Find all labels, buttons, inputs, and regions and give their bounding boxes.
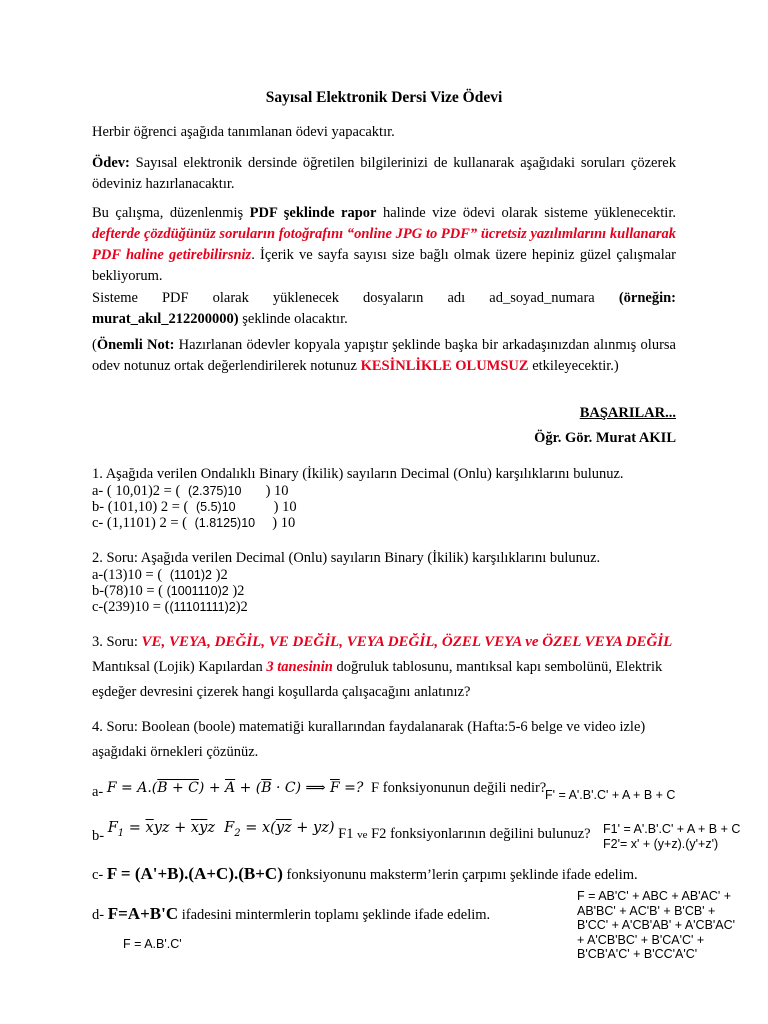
- q4c-expression: F = (A'+B).(A+C).(B+C): [106, 864, 283, 883]
- note-paragraph: [92, 335, 676, 377]
- note-text-2: etkileyecektir.): [528, 358, 619, 374]
- basarilar-text: BAŞARILAR...: [579, 405, 676, 421]
- odev-text: Sayısal elektronik dersinde öğretilen bilgilerinizi de kullanarak aşağıdaki soruları çözerek ödeviniz hazırlanacaktır.: [92, 155, 676, 192]
- q2-item-b: [92, 583, 244, 600]
- odev-paragraph: [92, 153, 676, 195]
- q1-b-prefix: b- (101,10) 2 = (: [92, 499, 189, 515]
- q1-c-prefix: c- (1,1101) 2 = (: [92, 515, 188, 531]
- q1-item-b: [92, 499, 297, 516]
- q4b-ve: ve: [357, 829, 368, 841]
- q4-question: 4. Soru: Boolean (boole) matematiği kurallarından faydalanarak (Hafta:5-6 belge ve video izle) aşağıdaki örnekleri çözünüz.: [92, 719, 646, 760]
- naming-paragraph: [92, 288, 676, 330]
- note-text-1: Hazırlanan ödevler kopyala yapıştır şeklinde başka bir arkadaşınızdan alınmış olursa odev notunuz ortak değerlendirilerek notunuz: [92, 337, 676, 374]
- q4b-formula: $F_1 = \overline{x}yz + \overline{x}\overline{y}z$ $F_2 = x(\overline{y}\overline{z} + yz)$: [107, 820, 335, 839]
- q1-b-suffix: ) 10: [273, 499, 297, 515]
- q1-question: 1. Aşağıda verilen Ondalıklı Binary (İkilik) sayıların Decimal (Onlu) karşılıklarını bulunuz.: [92, 466, 624, 482]
- q2-item-c: [92, 599, 248, 616]
- q1-c-suffix: ) 10: [272, 515, 296, 531]
- q3-text-2: doğruluk tablosunu, mantıksal kapı sembolünü, Elektrik eşdeğer devresini çizerek hangi koşullarda çalışacağını anlatınız?: [92, 659, 663, 700]
- note-open: (: [92, 337, 97, 353]
- q2-c-prefix: c-(239)10 = (: [92, 599, 170, 615]
- q3-text-1: Mantıksal (Lojik) Kapılardan: [92, 659, 267, 675]
- pdf-text-3: . İçerik ve sayfa sayısı size bağlı olmak üzere hepiniz güzel çalışmalar bekliyorum.: [92, 247, 676, 284]
- q4b-f2: F2: [371, 826, 387, 842]
- q1-c-answer: (1.8125)10: [194, 516, 256, 530]
- q4b-label: b-: [92, 828, 105, 844]
- q3-paragraph: [92, 630, 676, 705]
- q4a-formula: $F = A.(B + C) + \overline{A} + (\overline{B} \cdot C)$ ⟹ $\overline{F}$ =?: [106, 780, 364, 796]
- q2-a-suffix: )2: [215, 567, 228, 583]
- q4d-answer-line: B'CC' + A'CB'AB' + A'CB'AC': [577, 918, 736, 933]
- pdf-text-2: halinde vize ödevi olarak sisteme yüklenecektir.: [376, 205, 676, 221]
- q4c-row: [92, 864, 638, 884]
- q1-a-suffix: ) 10: [265, 483, 289, 499]
- q4d-answer-line: F = AB'C' + ABC + AB'AC' +: [577, 889, 732, 903]
- note-label: Önemli Not:: [96, 337, 175, 353]
- q4b-row: [92, 820, 591, 845]
- odev-label: Ödev:: [92, 155, 130, 171]
- naming-text-2: şeklinde olacaktır.: [238, 311, 348, 327]
- q4d-answer-right: [577, 889, 735, 962]
- q4d-label: d-: [92, 907, 108, 923]
- q4d-answer-left: F = A.B'.C': [123, 937, 182, 951]
- q1-a-prefix: a- ( 10,01)2 = (: [92, 483, 181, 499]
- q2-c-answer: (11101111)2: [169, 600, 236, 614]
- q2-a-prefix: a-(13)10 = (: [92, 567, 163, 583]
- q3-prefix: 3. Soru:: [92, 634, 142, 650]
- naming-text-1: Sisteme PDF olarak yüklenecek dosyaların adı ad_soyad_numara: [92, 290, 619, 306]
- q4d-answer-line: + A'CB'BC' + B'CA'C' +: [577, 932, 705, 947]
- q4d-expression: F=A+B'C: [107, 904, 179, 923]
- q4b-answer-1: F1' = A'.B'.C' + A + B + C: [603, 822, 741, 836]
- q2-item-a: [92, 567, 228, 584]
- q2-b-suffix: )2: [232, 583, 245, 599]
- q1-item-c: [92, 515, 295, 532]
- q4a-row: [92, 780, 546, 801]
- q2-c-suffix: )2: [235, 599, 248, 615]
- pdf-red-instruction: defterde çözdüğünüz soruların fotoğrafını “online JPG to PDF” ücretsiz yazılımlarını kullanarak PDF haline getirebilirsniz: [92, 226, 676, 263]
- q4d-row: [92, 904, 490, 924]
- q1-a-answer: (2.375)10: [187, 484, 242, 498]
- q1-b-answer: (5.5)10: [196, 500, 236, 514]
- q4a-label: a-: [92, 784, 104, 800]
- pdf-text-1: Bu çalışma, düzenlenmiş: [92, 205, 250, 221]
- q4b-answer-2: F2'= x' + (y+z).(y'+z'): [603, 837, 719, 851]
- q4d-answer-line: AB'BC' + AC'B' + B'CB' +: [577, 903, 716, 918]
- q4c-text: fonksiyonunu maksterm’lerin çarpımı şeklinde ifade edelim.: [282, 867, 638, 883]
- q4d-answer-line: B'CB'A'C' + B'CC'A'C': [577, 947, 698, 962]
- q2-b-prefix: b-(78)10 = (: [92, 583, 163, 599]
- note-warning: KESİNLİKLE OLUMSUZ: [360, 358, 529, 374]
- q4b-text-wrap: [338, 826, 590, 842]
- page-title: Sayısal Elektronik Dersi Vize Ödevi: [265, 89, 503, 106]
- q2-a-answer: (1101)2: [169, 568, 212, 582]
- q4b-text: fonksiyonlarının değilini bulunuz?: [386, 826, 591, 842]
- q4c-label: c-: [92, 867, 107, 883]
- q2-question: 2. Soru: Aşağıda verilen Decimal (Onlu) sayıların Binary (İkilik) karşılıklarını bulunuz.: [92, 550, 601, 566]
- q4a-answer: F' = A'.B'.C' + A + B + C: [545, 788, 676, 802]
- pdf-paragraph: [92, 203, 676, 287]
- q4b-f1: F1: [338, 826, 354, 842]
- q4a-text: F fonksiyonunun değili nedir?: [371, 780, 547, 796]
- signature: Öğr. Gör. Murat AKIL: [534, 430, 676, 446]
- naming-example: (örneğin: murat_akıl_212200000): [92, 290, 676, 327]
- q1-item-a: [92, 483, 289, 500]
- q2-b-answer: (1001110)2: [166, 584, 229, 598]
- q3-gates: VE, VEYA, DEĞİL, VE DEĞİL, VEYA DEĞİL, ÖZEL VEYA ve ÖZEL VEYA DEĞİL: [141, 634, 673, 650]
- pdf-bold: PDF şeklinde rapor: [249, 205, 377, 221]
- q3-count: 3 tanesinin: [266, 659, 333, 675]
- intro-text: Herbir öğrenci aşağıda tanımlanan ödevi yapacaktır.: [92, 124, 395, 140]
- q4d-text: ifadesini mintermlerin toplamı şeklinde ifade edelim.: [178, 907, 491, 923]
